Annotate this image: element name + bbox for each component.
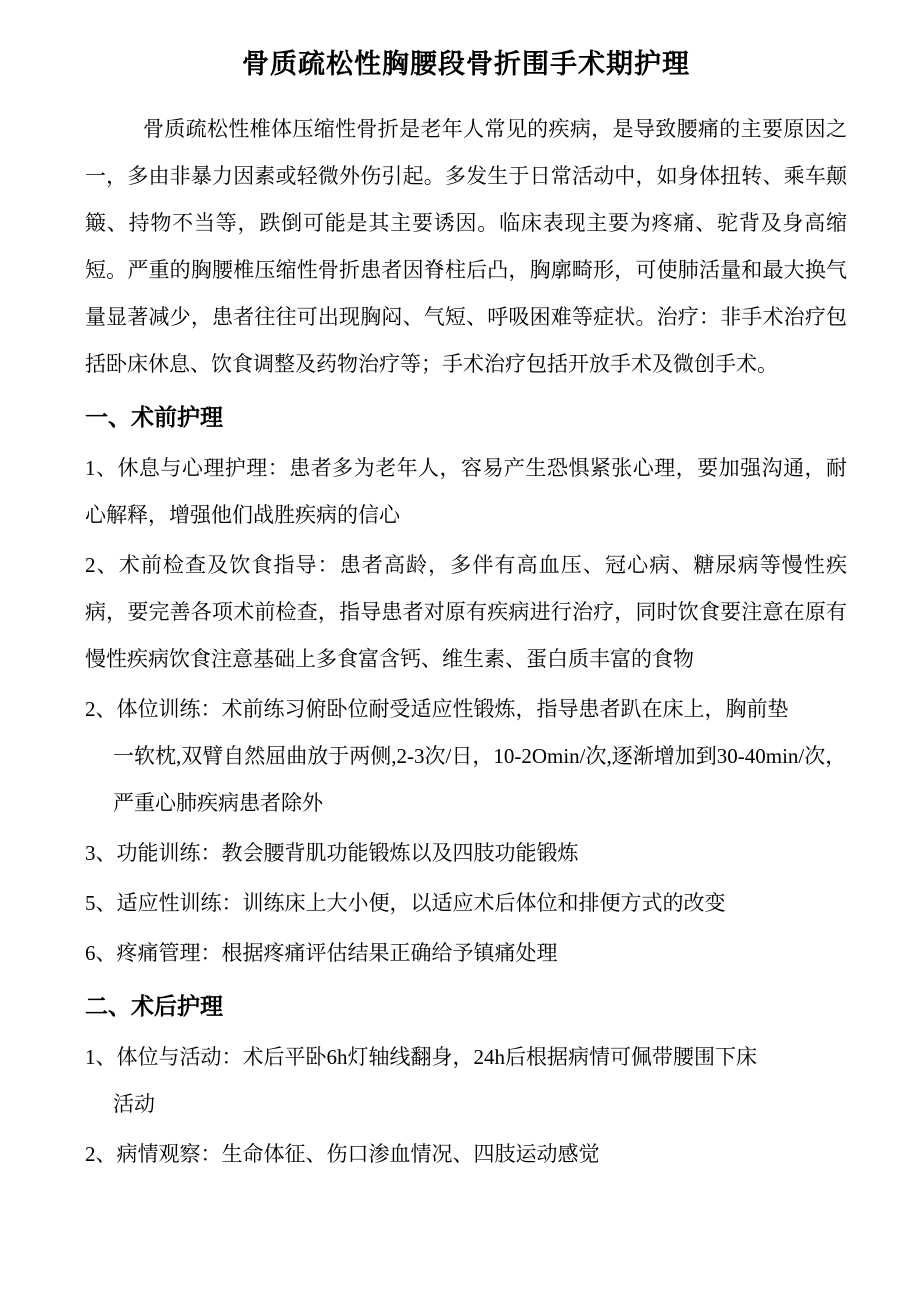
list-item-text: 疼痛管理：根据疼痛评估结果正确给予镇痛处理 — [116, 941, 558, 965]
list-item-1-3 — [85, 686, 847, 827]
list-item-text: 体位训练：术前练习俯卧位耐受适应性锻炼，指导患者趴在床上，胸前垫 — [116, 697, 789, 721]
list-item-text: 功能训练：教会腰背肌功能锻炼以及四肢功能锻炼 — [116, 841, 579, 865]
list-item-1-2 — [85, 542, 847, 683]
list-item-line — [85, 830, 847, 877]
list-item-line — [85, 1131, 847, 1178]
list-item-line — [85, 1034, 847, 1081]
section2-heading: 二、术后护理 — [85, 993, 223, 1019]
list-item-number: 2、 — [85, 553, 119, 577]
list-item-number: 3、 — [85, 841, 117, 865]
list-item-number: 2、 — [85, 1142, 117, 1166]
list-item-text: 休息与心理护理：患者多为老年人，容易产生恐惧紧张心理，要加强沟通，耐心解释，增强他们战胜疾病的信心 — [85, 456, 848, 527]
document-title: 骨质疏松性胸腰段骨折围手术期护理 — [242, 49, 690, 79]
list-item-2-1 — [85, 1034, 847, 1128]
list-item-number: 2、 — [85, 697, 117, 721]
list-item-1-6 — [85, 930, 847, 977]
intro-paragraph: 骨质疏松性椎体压缩性骨折是老年人常见的疾病，是导致腰痛的主要原因之一，多由非暴力因素或轻微外伤引起。多发生于日常活动中，如身体扭转、乘车颠簸、持物不当等，跌倒可能是其主要诱因。临床表现主要为疼痛、驼背及身高缩短。严重的胸腰椎压缩性骨折患者因脊柱后凸，胸廓畸形，可使肺活量和最大换气量显著减少，患者往往可出现胸闷、气短、呼吸困难等症状。治疗：非手术治疗包括卧床休息、饮食调整及药物治疗等；手术治疗包括开放手术及微创手术。 — [85, 117, 847, 376]
list-item-line: 一软枕,双臂自然屈曲放于两侧,2-3次/日，10-2Omin/次,逐渐增加到30-40min/次， — [113, 744, 847, 768]
list-item-text: 体位与活动：术后平卧6h灯轴线翻身，24h后根据病情可佩带腰围下床 — [116, 1045, 757, 1069]
list-item-1-5 — [85, 880, 847, 927]
list-item-2-2 — [85, 1131, 847, 1178]
list-item-line: 严重心肺疾病患者除外 — [113, 791, 323, 815]
list-item-number: 1、 — [85, 456, 118, 480]
list-item-line — [85, 686, 847, 733]
list-item-number: 6、 — [85, 941, 117, 965]
list-item-line: 活动 — [113, 1092, 155, 1116]
section1-heading: 一、术前护理 — [85, 404, 223, 430]
list-item-1-1 — [85, 445, 847, 539]
list-item-text: 病情观察：生命体征、伤口渗血情况、四肢运动感觉 — [116, 1142, 600, 1166]
list-item-number: 1、 — [85, 1045, 117, 1069]
list-item-text: 术前检查及饮食指导：患者高龄，多伴有高血压、冠心病、糖尿病等慢性疾病，要完善各项术前检查，指导患者对原有疾病进行治疗，同时饮食要注意在原有慢性疾病饮食注意基础上多食富含钙、维生素、蛋白质丰富的食物 — [85, 553, 848, 671]
list-item-1-4 — [85, 830, 847, 877]
list-item-text: 适应性训练：训练床上大小便，以适应术后体位和排便方式的改变 — [116, 891, 726, 915]
list-item-number: 5、 — [85, 891, 117, 915]
